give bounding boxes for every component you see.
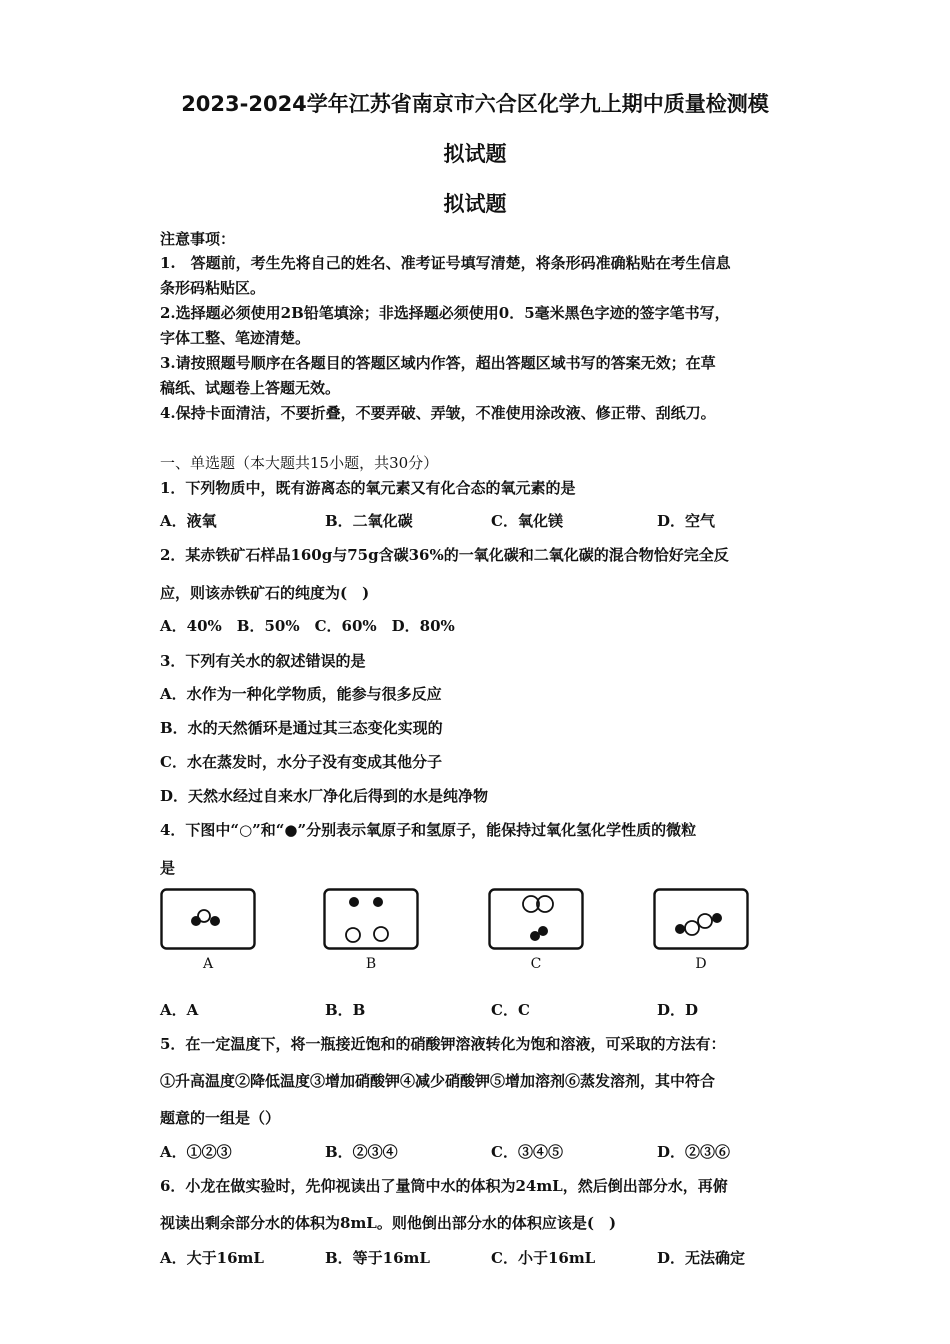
q1-option-c: C．氧化镁 xyxy=(491,512,563,530)
q5-option-c: C．③④⑤ xyxy=(491,1143,563,1161)
q3-stem: 3．下列有关水的叙述错误的是 xyxy=(160,652,366,670)
exam-title-line-3: 拟试题 xyxy=(443,192,507,216)
q6-option-b: B．等于16mL xyxy=(325,1249,430,1267)
exam-title-line-1: 2023-2024学年江苏省南京市六合区化学九上期中质量检测模 xyxy=(181,92,769,116)
molecule-figure-a xyxy=(160,888,256,950)
q1-option-a: A．液氧 xyxy=(160,512,217,530)
q4-option-d: D．D xyxy=(657,1001,699,1019)
q5-option-b: B．②③④ xyxy=(325,1143,398,1161)
q4-option-c: C．C xyxy=(491,1001,530,1019)
exam-title-line-2: 拟试题 xyxy=(443,142,507,166)
q2-options: A．40% B．50% C．60% D．80% xyxy=(160,617,455,635)
figure-label-c: C xyxy=(530,956,542,972)
q5-option-d: D．②③⑥ xyxy=(657,1143,731,1161)
q6-option-a: A．大于16mL xyxy=(160,1249,264,1267)
molecule-figure-b xyxy=(323,888,419,950)
notice-line: 条形码粘贴区。 xyxy=(160,279,266,297)
molecule-figure-d xyxy=(653,888,749,950)
q4-option-a: A．A xyxy=(160,1001,199,1019)
notice-line: 1. 答题前，考生先将自己的姓名、准考证号填写清楚，将条形码准确粘贴在考生信息 xyxy=(160,254,731,272)
figure-label-a: A xyxy=(202,956,214,972)
q6-stem-line-2: 视读出剩余部分水的体积为8mL。则他倒出部分水的体积应该是( ) xyxy=(160,1214,617,1232)
notice-heading: 注意事项： xyxy=(160,230,236,248)
q3-option-c: C．水在蒸发时，水分子没有变成其他分子 xyxy=(160,753,442,771)
q3-option-b: B．水的天然循环是通过其三态变化实现的 xyxy=(160,719,443,737)
q1-option-d: D．空气 xyxy=(657,512,716,530)
q2-stem-line-2: 应，则该赤铁矿石的纯度为( ) xyxy=(160,584,370,602)
q2-stem-line-1: 2．某赤铁矿石样品160g与75g含碳36%的一氧化碳和二氧化碳的混合物恰好完全反 xyxy=(160,546,729,564)
q1-stem: 1．下列物质中，既有游离态的氧元素又有化合态的氧元素的是 xyxy=(160,479,576,497)
q4-stem-line-2: 是 xyxy=(160,859,176,877)
q5-stem-line-2: ①升高温度②降低温度③增加硝酸钾④减少硝酸钾⑤增加溶剂⑥蒸发溶剂，其中符合 xyxy=(160,1072,716,1090)
q6-option-c: C．小于16mL xyxy=(491,1249,596,1267)
q5-option-a: A．①②③ xyxy=(160,1143,232,1161)
q4-option-b: B．B xyxy=(325,1001,366,1019)
q3-option-a: A．水作为一种化学物质，能参与很多反应 xyxy=(160,685,442,703)
q3-option-d: D．天然水经过自来水厂净化后得到的水是纯净物 xyxy=(160,787,489,805)
figure-label-d: D xyxy=(695,956,707,972)
notice-line: 字体工整、笔迹清楚。 xyxy=(160,329,311,347)
q6-stem-line-1: 6．小龙在做实验时，先仰视读出了量筒中水的体积为24mL，然后倒出部分水，再俯 xyxy=(160,1177,728,1195)
molecule-figure-c xyxy=(488,888,584,950)
figure-label-b: B xyxy=(365,956,377,972)
section-heading: 一、单选题（本大题共15小题，共30分） xyxy=(160,454,439,472)
q4-stem-line-1: 4．下图中“○”和“●”分别表示氧原子和氢原子，能保持过氧化氢化学性质的微粒 xyxy=(160,821,697,839)
q1-option-b: B．二氧化碳 xyxy=(325,512,413,530)
notice-line: 3.请按照题号顺序在各题目的答题区域内作答，超出答题区域书写的答案无效；在草 xyxy=(160,354,716,372)
q6-option-d: D．无法确定 xyxy=(657,1249,746,1267)
notice-line: 稿纸、试题卷上答题无效。 xyxy=(160,379,341,397)
q5-stem-line-3: 题意的一组是（） xyxy=(160,1109,281,1127)
notice-line: 4.保持卡面清洁，不要折叠，不要弄破、弄皱，不准使用涂改液、修正带、刮纸刀。 xyxy=(160,404,716,422)
notice-line: 2.选择题必须使用2B铅笔填涂；非选择题必须使用0．5毫米黑色字迹的签字笔书写， xyxy=(160,304,730,322)
q5-stem-line-1: 5．在一定温度下，将一瓶接近饱和的硝酸钾溶液转化为饱和溶液，可采取的方法有： xyxy=(160,1035,726,1053)
